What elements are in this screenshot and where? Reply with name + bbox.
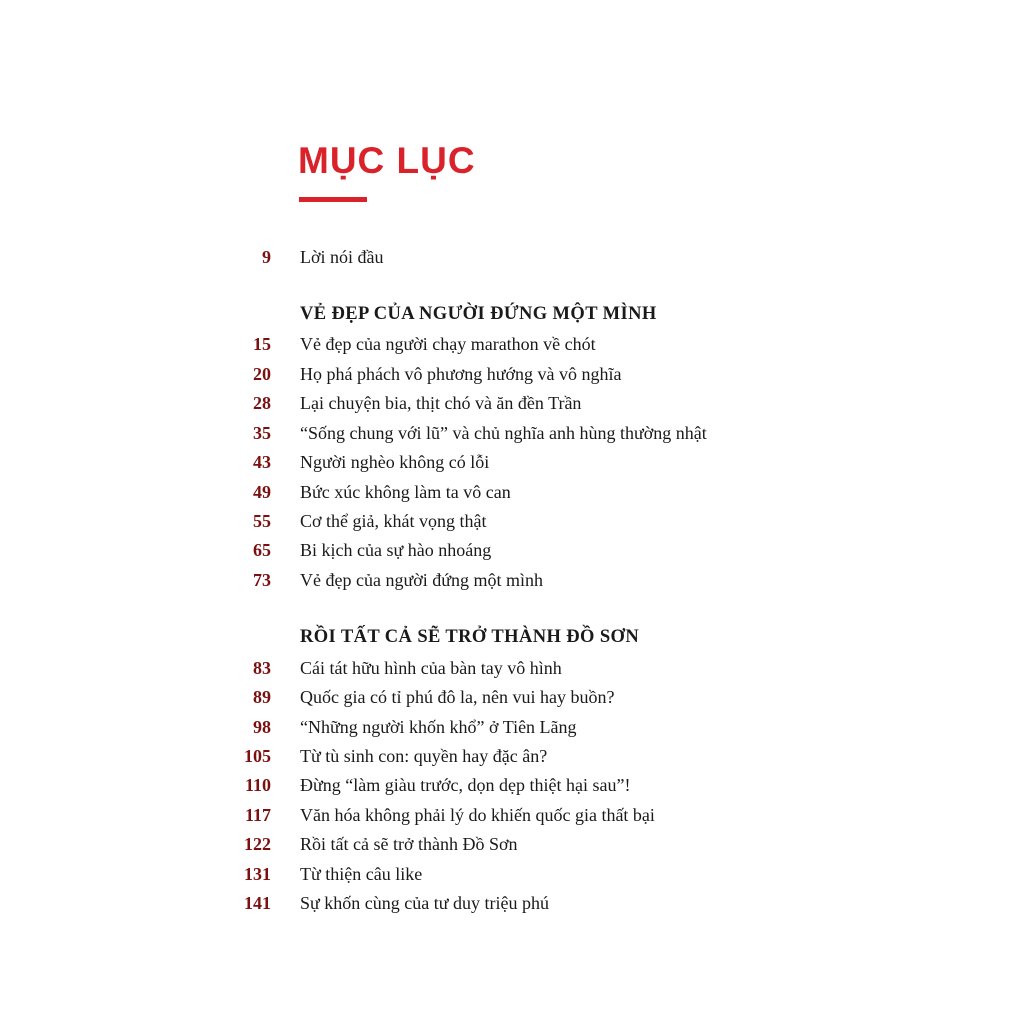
- page-number: 122: [244, 834, 271, 854]
- page-number: 9: [262, 247, 271, 267]
- page-title: MỤC LỤC: [298, 140, 476, 181]
- title-underline: [299, 197, 367, 202]
- toc-entry[interactable]: [0, 860, 1024, 889]
- entry-title: Từ tù sinh con: quyền hay đặc ân?: [300, 746, 548, 766]
- toc-entry[interactable]: [0, 419, 1024, 448]
- page-number: 49: [253, 482, 271, 502]
- page-number: 65: [253, 540, 271, 560]
- section-heading: RỒI TẤT CẢ SẼ TRỞ THÀNH ĐỒ SƠN: [300, 627, 640, 647]
- toc-entry[interactable]: [0, 830, 1024, 859]
- toc-entry[interactable]: [0, 683, 1024, 712]
- entry-title: Họ phá phách vô phương hướng và vô nghĩa: [300, 364, 622, 384]
- page-number: 43: [253, 452, 271, 472]
- entry-title: Vẻ đẹp của người chạy marathon về chót: [300, 334, 596, 354]
- toc-entry[interactable]: [0, 801, 1024, 830]
- toc-entry[interactable]: [0, 742, 1024, 771]
- page-number: 98: [253, 717, 271, 737]
- page-number: 35: [253, 423, 271, 443]
- page-number: 131: [244, 864, 271, 884]
- toc-entry[interactable]: [0, 389, 1024, 418]
- toc-entry[interactable]: [0, 330, 1024, 359]
- entry-title: Quốc gia có tỉ phú đô la, nên vui hay buồn?: [300, 687, 615, 707]
- entry-title: “Những người khốn khổ” ở Tiên Lãng: [300, 717, 577, 737]
- page-number: 110: [244, 775, 271, 795]
- page-number: 105: [244, 746, 271, 766]
- page-number: 141: [244, 893, 271, 913]
- toc-entry[interactable]: [0, 566, 1024, 595]
- entry-title: Văn hóa không phải lý do khiến quốc gia thất bại: [300, 805, 655, 825]
- page-number: 73: [253, 570, 271, 590]
- toc-entry[interactable]: [0, 889, 1024, 918]
- entry-title: Đừng “làm giàu trước, dọn dẹp thiệt hại sau”!: [300, 775, 631, 795]
- page-number: 83: [253, 658, 271, 678]
- toc-entry[interactable]: [0, 507, 1024, 536]
- toc-entry[interactable]: [0, 448, 1024, 477]
- toc-entry[interactable]: [0, 536, 1024, 565]
- toc-entry-intro[interactable]: [0, 243, 1024, 272]
- page-number: 15: [253, 334, 271, 354]
- entry-title: Từ thiện câu like: [300, 864, 423, 884]
- entry-title: Bức xúc không làm ta vô can: [300, 482, 511, 502]
- section-heading: VẺ ĐẸP CỦA NGƯỜI ĐỨNG MỘT MÌNH: [300, 304, 657, 324]
- page-number: 28: [253, 393, 271, 413]
- entry-title: Bi kịch của sự hào nhoáng: [300, 540, 492, 560]
- entry-title: Sự khốn cùng của tư duy triệu phú: [300, 893, 549, 913]
- toc-entry[interactable]: [0, 771, 1024, 800]
- toc-entry[interactable]: [0, 713, 1024, 742]
- toc-entry[interactable]: [0, 478, 1024, 507]
- page-number: 55: [253, 511, 271, 531]
- entry-title: Rồi tất cả sẽ trở thành Đồ Sơn: [300, 834, 518, 854]
- page-number: 20: [253, 364, 271, 384]
- entry-title: Người nghèo không có lỗi: [300, 452, 490, 472]
- entry-title: Cái tát hữu hình của bàn tay vô hình: [300, 658, 562, 678]
- entry-title: Vẻ đẹp của người đứng một mình: [300, 570, 543, 590]
- entry-title: Lại chuyện bia, thịt chó và ăn đền Trần: [300, 393, 582, 413]
- entry-title: Lời nói đầu: [300, 247, 384, 267]
- page-number: 117: [244, 805, 271, 825]
- page-number: 89: [253, 687, 271, 707]
- entry-title: “Sống chung với lũ” và chủ nghĩa anh hùng thường nhật: [300, 423, 707, 443]
- entry-title: Cơ thể giả, khát vọng thật: [300, 511, 487, 531]
- toc-entry[interactable]: [0, 654, 1024, 683]
- toc-entry[interactable]: [0, 360, 1024, 389]
